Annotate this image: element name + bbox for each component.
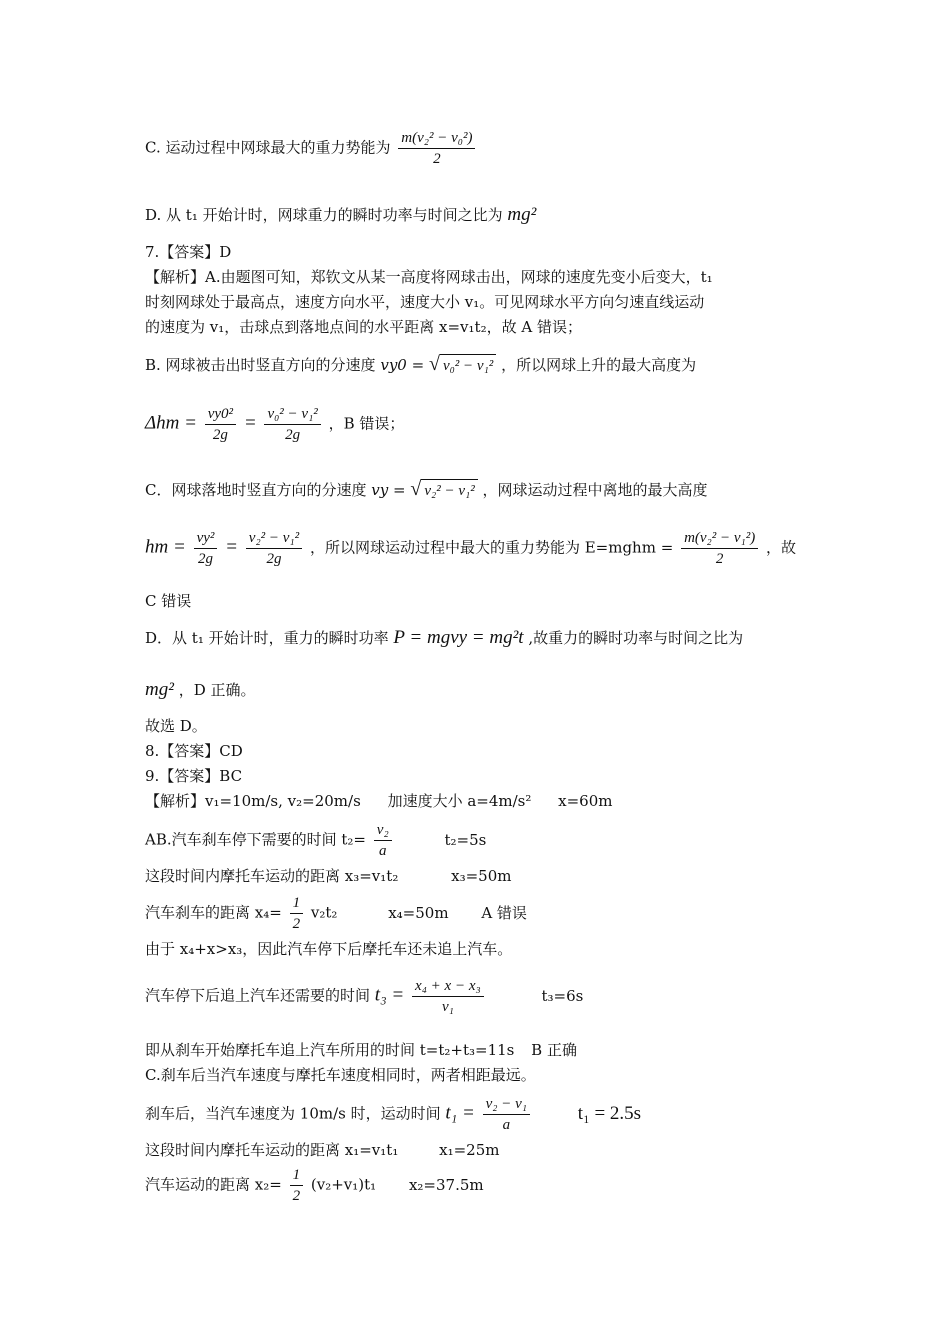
given-velocities: 【解析】v₁=10m/s, v₂=20m/s xyxy=(145,792,361,810)
fraction-denominator: 2g xyxy=(212,427,228,443)
fraction-denominator: a xyxy=(502,1117,511,1133)
q9-since: 由于 x₄+x>x₃，因此汽车停下后摩托车还未追上汽车。 xyxy=(145,940,513,958)
given-accel: 加速度大小 a=4m/s² xyxy=(387,792,532,810)
q7-c-energy xyxy=(145,528,796,569)
q7-b-line xyxy=(145,353,696,377)
q7-analysis-line-2: 时刻网球处于最高点，速度方向水平，速度大小 v₁。可见网球水平方向匀速直线运动 xyxy=(145,293,705,311)
c-text-2: ，网球运动过程中离地的最大高度 xyxy=(482,481,708,499)
q7-analysis-line-3: 的速度为 v₁，击球点到落地点间的水平距离 x=v₁t₂，故 A 错误； xyxy=(145,318,582,336)
x2-text: 汽车运动的距离 x₂= xyxy=(145,1175,282,1194)
q9-c-line: C.刹车后当汽车速度与摩托车速度相同时，两者相距最远。 xyxy=(145,1066,536,1084)
fraction-numerator: v₂ xyxy=(374,820,392,841)
c-text-3: ，所以网球运动过程中最大的重力势能为 E=mghm = xyxy=(309,538,674,557)
sqrt-symbol: √ xyxy=(410,478,422,500)
fraction-numerator: v₂ − v₁ xyxy=(483,1094,530,1115)
d-formula: P = mgvy = mg²t xyxy=(393,627,524,648)
ab-text: AB.汽车刹车停下需要的时间 t₂= xyxy=(145,830,367,849)
fraction-denominator: 2g xyxy=(285,427,301,443)
q9-x2-line xyxy=(145,1165,484,1206)
q9-total-line xyxy=(145,1039,577,1061)
q9-answer: 9.【答案】BC xyxy=(145,767,243,785)
q7-answer: 7.【答案】D xyxy=(145,243,232,261)
q7-analysis-line-1: 【解析】A.由题图可知，郑钦文从某一高度将网球击出，网球的速度先变小后变大，t₁ xyxy=(145,268,713,286)
t3-lhs: t₃ = xyxy=(374,984,405,1006)
b-text: B. 网球被击出时竖直方向的分速度 xyxy=(145,356,376,374)
q9-moto-line xyxy=(145,865,511,887)
q6-option-d xyxy=(145,204,536,226)
fraction-numerator: m(v₂² − v₀²) xyxy=(398,128,475,149)
fraction xyxy=(412,976,484,1017)
fraction-numerator: vy² xyxy=(194,528,218,549)
d-expr: mg² xyxy=(145,679,174,700)
fraction xyxy=(290,893,304,934)
total-text: 即从刹车开始摩托车追上汽车所用的时间 t=t₂+t₃=11s xyxy=(145,1041,515,1059)
q9-x1-line xyxy=(145,1139,499,1161)
fraction xyxy=(246,528,302,569)
given-x: x=60m xyxy=(558,792,613,810)
fraction-numerator: v₀² − v₁² xyxy=(264,404,320,425)
a-wrong: A 错误 xyxy=(481,903,527,922)
fraction-numerator: v₂² − v₁² xyxy=(246,528,302,549)
fraction xyxy=(264,404,320,445)
q6-option-c xyxy=(145,128,478,169)
fraction xyxy=(194,528,218,569)
fraction-numerator: 1 xyxy=(290,1165,304,1186)
fraction-numerator: x₄ + x − x₃ xyxy=(412,976,484,997)
c-vy: vy = xyxy=(371,481,406,499)
fraction-numerator: vy0² xyxy=(205,404,236,425)
sqrt-symbol: √ xyxy=(428,353,440,375)
fraction-denominator: 2g xyxy=(266,551,282,567)
q9-t1-line xyxy=(145,1094,641,1135)
t1-result: t₁ = 2.5s xyxy=(577,1102,642,1124)
fraction-denominator: 2 xyxy=(433,151,441,167)
q9-car-line xyxy=(145,893,527,934)
q9-t3-line xyxy=(145,976,583,1017)
fraction-numerator: m(v₂² − v₁²) xyxy=(681,528,758,549)
fraction-denominator: 2 xyxy=(292,1188,301,1204)
fraction-numerator: 1 xyxy=(290,893,304,914)
d-text: D．从 t₁ 开始计时，重力的瞬时功率 xyxy=(145,629,389,647)
t1-lhs: t₁ = xyxy=(445,1102,475,1124)
d-text-2: ,故重力的瞬时功率与时间之比为 xyxy=(528,629,744,647)
q7-choose: 故选 D。 xyxy=(145,717,207,735)
b-correct: B 正确 xyxy=(531,1041,577,1059)
hm: hm = xyxy=(145,536,186,558)
q7-d-result xyxy=(145,679,256,701)
option-d-text: D. 从 t₁ 开始计时，网球重力的瞬时功率与时间之比为 xyxy=(145,206,503,224)
moto-result: x₃=50m xyxy=(451,867,512,885)
q7-c-error: C 错误 xyxy=(145,592,192,610)
equals-sign: = xyxy=(243,412,257,434)
x1-result: x₁=25m xyxy=(439,1141,500,1159)
c-sqrt-content: v₂² − v₁² xyxy=(421,479,477,502)
fraction-denominator: 2 xyxy=(715,551,724,567)
x2-expr: (v₂+v₁)t₁ xyxy=(310,1175,377,1194)
fraction-denominator: 2 xyxy=(292,916,301,932)
d-correct: ，D 正确。 xyxy=(178,681,256,699)
car-expr: v₂t₂ xyxy=(310,903,338,922)
car-text: 汽车刹车的距离 x₄= xyxy=(145,903,282,922)
delta-h: Δhm = xyxy=(145,412,197,434)
c-text-4: ，故 xyxy=(766,538,797,557)
option-d-expr: mg² xyxy=(507,204,537,225)
x1-text: 这段时间内摩托车运动的距离 x₁=v₁t₁ xyxy=(145,1141,399,1159)
q9-ab-line xyxy=(145,820,486,861)
t3-result: t₃=6s xyxy=(541,986,584,1005)
fraction xyxy=(290,1165,304,1206)
fraction xyxy=(205,404,236,445)
option-c-text: C. 运动过程中网球最大的重力势能为 xyxy=(145,138,391,157)
fraction xyxy=(398,128,475,169)
t3-text: 汽车停下后追上汽车还需要的时间 xyxy=(145,986,371,1005)
b-sqrt-content: v₀² − v₁² xyxy=(440,354,496,377)
b-text-2: ，所以网球上升的最大高度为 xyxy=(501,356,697,374)
fraction-denominator: 2g xyxy=(197,551,213,567)
moto-text: 这段时间内摩托车运动的距离 x₃=v₁t₂ xyxy=(145,867,399,885)
b-vy0: vy0 = xyxy=(380,356,425,374)
q9-given xyxy=(145,790,613,812)
equals-sign: = xyxy=(225,536,238,558)
fraction xyxy=(681,528,758,569)
b-error: ，B 错误； xyxy=(328,414,405,433)
x2-result: x₂=37.5m xyxy=(408,1175,484,1194)
fraction xyxy=(374,820,392,861)
t1-text: 刹车后，当汽车速度为 10m/s 时，运动时间 xyxy=(145,1104,441,1123)
q7-b-height xyxy=(145,404,404,445)
q7-d-line xyxy=(145,627,743,649)
car-result: x₄=50m xyxy=(388,903,449,922)
c-text: C．网球落地时竖直方向的分速度 xyxy=(145,481,367,499)
fraction xyxy=(483,1094,530,1135)
q8-answer: 8.【答案】CD xyxy=(145,742,243,760)
q7-c-line xyxy=(145,478,708,502)
fraction-denominator: a xyxy=(378,843,387,859)
ab-result: t₂=5s xyxy=(444,830,487,849)
fraction-denominator: v₁ xyxy=(441,999,454,1015)
